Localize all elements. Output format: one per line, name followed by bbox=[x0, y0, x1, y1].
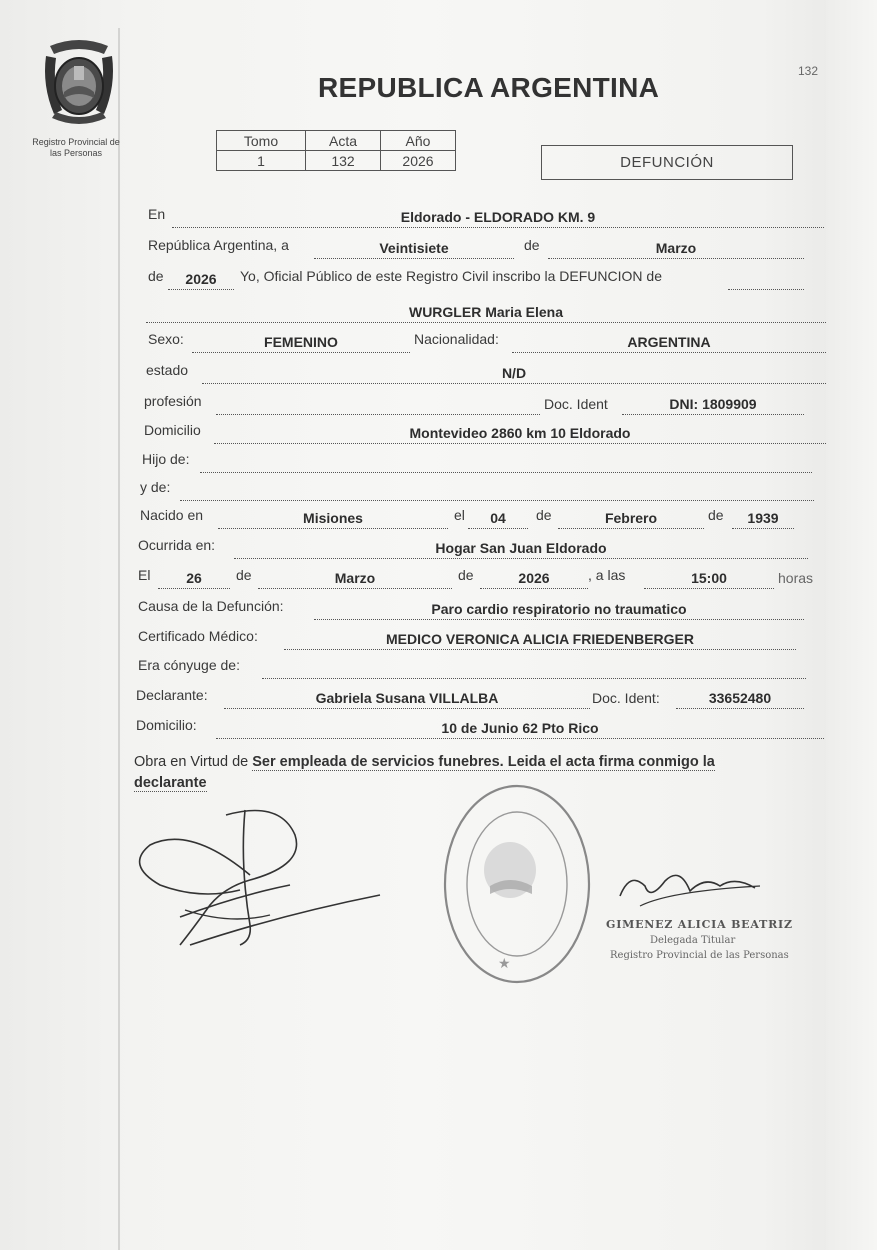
registry-caption-line-1: Registro Provincial de bbox=[32, 137, 120, 147]
republica-label: República Argentina, a bbox=[148, 237, 289, 253]
row-declarante bbox=[136, 687, 826, 711]
acta-value: 132 bbox=[306, 151, 381, 171]
de-label: de bbox=[524, 237, 540, 253]
anio-header: Año bbox=[381, 131, 456, 151]
row-domicilio-declarante bbox=[136, 717, 826, 741]
row-estado bbox=[136, 362, 826, 386]
de-label-6: de bbox=[458, 567, 474, 583]
def-mes-value: Marzo bbox=[258, 570, 452, 589]
sexo-label: Sexo: bbox=[148, 331, 184, 347]
hijo-value bbox=[200, 454, 812, 473]
declarante-value: Gabriela Susana VILLALBA bbox=[224, 690, 590, 709]
row-nacido bbox=[136, 507, 826, 531]
officer-role: Delegada Titular bbox=[650, 935, 736, 946]
row-conyuge bbox=[136, 657, 826, 681]
document-title: REPUBLICA ARGENTINA bbox=[318, 72, 660, 103]
certificado-label: Certificado Médico: bbox=[138, 628, 258, 644]
tomo-header-row bbox=[217, 131, 456, 151]
hijo-label: Hijo de: bbox=[142, 451, 190, 467]
def-anio-value: 2026 bbox=[480, 570, 588, 589]
domicilio-label: Domicilio bbox=[144, 422, 201, 438]
page-edge bbox=[826, 0, 877, 1250]
declarant-signature-icon bbox=[130, 805, 390, 965]
doc-ident-label-2: Doc. Ident: bbox=[592, 690, 660, 706]
declarante-doc-value: 33652480 bbox=[676, 690, 804, 709]
row-hijo bbox=[136, 451, 826, 475]
row-en bbox=[136, 206, 826, 230]
officer-signature-icon bbox=[610, 866, 770, 916]
row-ocurrida bbox=[136, 537, 826, 561]
sexo-value: FEMENINO bbox=[192, 334, 410, 353]
officer-name: GIMENEZ ALICIA BEATRIZ bbox=[606, 918, 793, 931]
row-sexo bbox=[136, 331, 826, 355]
de-label-4: de bbox=[708, 507, 724, 523]
certificado-value: MEDICO VERONICA ALICIA FRIEDENBERGER bbox=[284, 631, 796, 650]
nombre-value: WURGLER Maria Elena bbox=[146, 304, 826, 323]
anio-inscripcion-value: 2026 bbox=[168, 271, 234, 290]
doc-ident-label: Doc. Ident bbox=[544, 396, 608, 412]
page-number: 132 bbox=[798, 64, 819, 78]
tomo-value: 1 bbox=[217, 151, 306, 171]
profesion-label: profesión bbox=[144, 393, 202, 409]
nacionalidad-value: ARGENTINA bbox=[512, 334, 826, 353]
oficial-text: Yo, Oficial Público de este Registro Civil inscribo la DEFUNCION de bbox=[240, 268, 662, 284]
row-oficial bbox=[136, 268, 826, 292]
row-domicilio bbox=[136, 422, 826, 446]
oficial-blank bbox=[728, 271, 804, 290]
row-certificado bbox=[136, 628, 826, 652]
alas-label: , a las bbox=[588, 567, 626, 583]
tomo-value-row bbox=[217, 151, 456, 171]
def-hora-value: 15:00 bbox=[644, 570, 774, 589]
nacido-value: Misiones bbox=[218, 510, 448, 529]
acta-header: Acta bbox=[306, 131, 381, 151]
registry-caption bbox=[8, 137, 144, 159]
conyuge-value bbox=[262, 660, 806, 679]
profesion-value bbox=[216, 396, 540, 415]
province-shield-logo-icon bbox=[36, 36, 122, 130]
row-nombre bbox=[136, 301, 826, 325]
de-label-2: de bbox=[148, 268, 164, 284]
de-label-5: de bbox=[236, 567, 252, 583]
row-causa bbox=[136, 598, 826, 622]
nacionalidad-label: Nacionalidad: bbox=[414, 331, 499, 347]
row-fecha-defuncion bbox=[136, 567, 826, 591]
anio-value: 2026 bbox=[381, 151, 456, 171]
tomo-acta-table bbox=[216, 130, 456, 171]
domicilio-value: Montevideo 2860 km 10 Eldorado bbox=[214, 425, 826, 444]
domicilio-label-2: Domicilio: bbox=[136, 717, 197, 733]
causa-value: Paro cardio respiratorio no traumatico bbox=[314, 601, 804, 620]
horas-label: horas bbox=[778, 570, 814, 586]
dia-value: Veintisiete bbox=[314, 240, 514, 259]
de-label-3: de bbox=[536, 507, 552, 523]
causa-label: Causa de la Defunción: bbox=[138, 598, 284, 614]
declarante-label: Declarante: bbox=[136, 687, 208, 703]
ocurrida-value: Hogar San Juan Eldorado bbox=[234, 540, 808, 559]
el-label: el bbox=[454, 507, 465, 523]
yde-value bbox=[180, 482, 814, 501]
registry-caption-line-2: las Personas bbox=[49, 148, 103, 158]
row-profesion bbox=[136, 393, 826, 417]
officer-office: Registro Provincial de las Personas bbox=[610, 950, 789, 961]
registry-seal-icon bbox=[438, 778, 596, 990]
declarante-domicilio-value: 10 de Junio 62 Pto Rico bbox=[216, 720, 824, 739]
nacido-label: Nacido en bbox=[140, 507, 204, 523]
estado-label: estado bbox=[146, 362, 189, 378]
def-dia-value: 26 bbox=[158, 570, 230, 589]
obra-label: Obra en Virtud de bbox=[134, 754, 249, 770]
nac-anio-value: 1939 bbox=[732, 510, 794, 529]
mes-value: Marzo bbox=[548, 240, 804, 259]
yde-label: y de: bbox=[140, 479, 171, 495]
ocurrida-label: Ocurrida en: bbox=[138, 537, 216, 553]
obra-value-1: Ser empleada de servicios funebres. Leida el acta firma conmigo la bbox=[252, 754, 715, 770]
obra-value-2: declarante bbox=[134, 775, 207, 791]
nac-mes-value: Febrero bbox=[558, 510, 704, 529]
en-label: En bbox=[148, 206, 166, 222]
el-label-2: El bbox=[138, 567, 151, 583]
row-yde bbox=[136, 479, 826, 503]
nac-dia-value: 04 bbox=[468, 510, 528, 529]
doc-type-box: DEFUNCIÓN bbox=[541, 145, 793, 180]
doc-ident-value: DNI: 1809909 bbox=[622, 396, 804, 415]
page-fold bbox=[118, 28, 120, 1250]
en-value: Eldorado - ELDORADO KM. 9 bbox=[172, 209, 824, 228]
tomo-header: Tomo bbox=[217, 131, 306, 151]
conyuge-label: Era cónyuge de: bbox=[138, 657, 240, 673]
svg-text:★: ★ bbox=[498, 955, 511, 971]
estado-value: N/D bbox=[202, 365, 826, 384]
row-republica bbox=[136, 237, 826, 261]
